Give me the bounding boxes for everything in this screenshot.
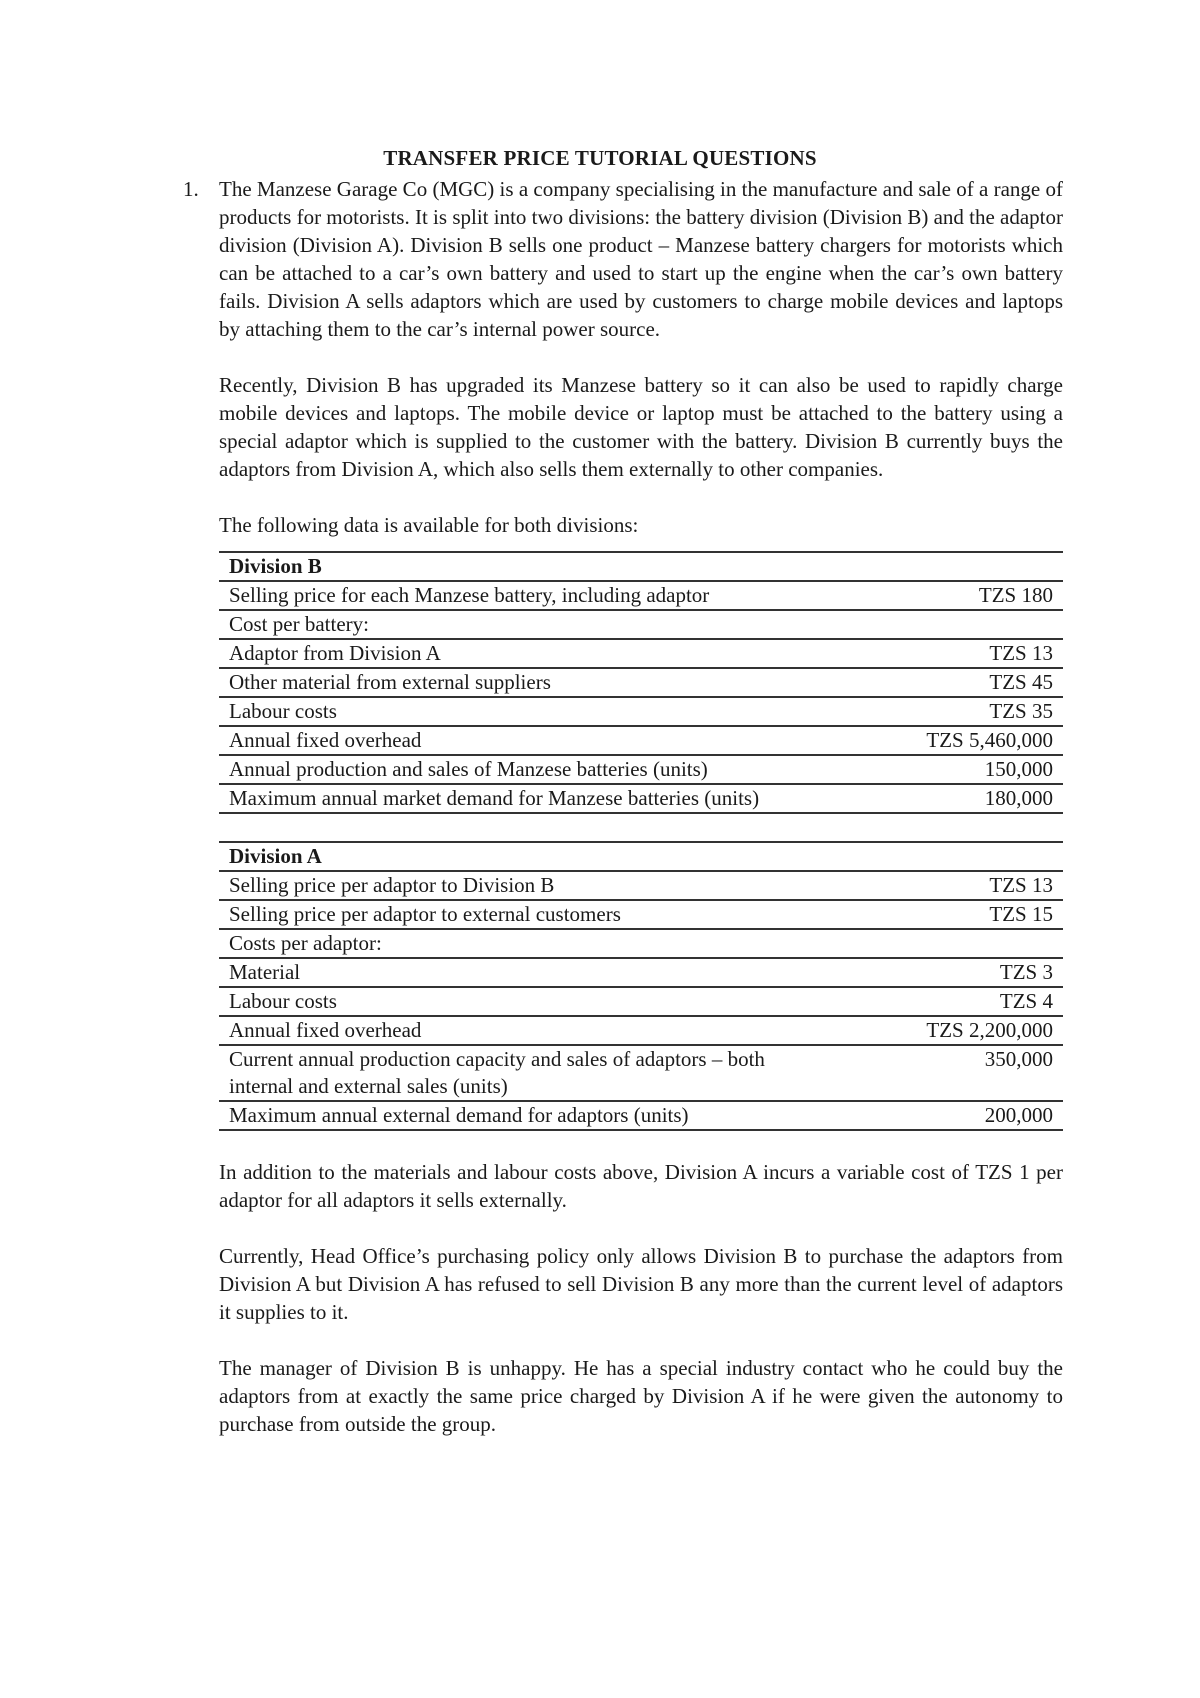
table-heading: Division B xyxy=(219,552,1063,581)
table-row xyxy=(219,581,1063,610)
closing-paragraph: The manager of Division B is unhappy. He has a special industry contact who he could buy the adaptors from at exactly the same price charged by Division A if he were given the autonomy to purchase from outside the group. xyxy=(219,1356,1063,1436)
table-row xyxy=(219,726,1063,755)
table-header-row xyxy=(219,842,1063,871)
table-row xyxy=(219,987,1063,1016)
row-value: TZS 180 xyxy=(843,581,1063,610)
row-value: TZS 4 xyxy=(843,987,1063,1016)
intro-paragraph: The Manzese Garage Co (MGC) is a company specialising in the manufacture and sale of a range of products for motorists. It is split into two divisions: the battery division (Division B) and the adaptor division (Division A). Division B sells one product – Manzese battery chargers for motorists which can be attached to a car’s own battery and used to start up the engine when the car’s own battery fails. Division A sells adaptors which are used by customers to charge mobile devices and laptops by attaching them to the car’s internal power source. xyxy=(219,177,1064,341)
division-b-table-wrap xyxy=(219,551,1063,814)
row-label: Annual production and sales of Manzese batteries (units) xyxy=(219,755,843,784)
row-label: Costs per adaptor: xyxy=(219,929,843,958)
row-label: Labour costs xyxy=(219,987,843,1016)
row-value: 150,000 xyxy=(843,755,1063,784)
table-row xyxy=(219,1045,1063,1101)
table-row xyxy=(219,639,1063,668)
table-header-row xyxy=(219,552,1063,581)
row-value xyxy=(843,929,1063,958)
row-label: Maximum annual external demand for adaptors (units) xyxy=(219,1101,843,1130)
division-a-table xyxy=(219,841,1063,1131)
row-value: 200,000 xyxy=(843,1101,1063,1130)
table-heading: Division A xyxy=(219,842,1063,871)
row-label: Maximum annual market demand for Manzese batteries (units) xyxy=(219,784,843,813)
row-label: Selling price for each Manzese battery, including adaptor xyxy=(219,581,843,610)
intro-paragraph: Recently, Division B has upgraded its Manzese battery so it can also be used to rapidly charge mobile devices and laptops. The mobile device or laptop must be attached to the battery using a special adaptor which is supplied to the customer with the battery. Division B currently buys the adaptors from Division A, which also sells them externally to other companies. xyxy=(219,373,1063,481)
table-row xyxy=(219,929,1063,958)
table-row xyxy=(219,755,1063,784)
table-row xyxy=(219,871,1063,900)
row-label: Current annual production capacity and sales of adaptors – both internal and external sales (units) xyxy=(219,1045,843,1101)
row-label: Annual fixed overhead xyxy=(219,726,843,755)
table-row xyxy=(219,610,1063,639)
row-value: TZS 13 xyxy=(843,639,1063,668)
table-row xyxy=(219,784,1063,813)
table-row xyxy=(219,668,1063,697)
row-label: Other material from external suppliers xyxy=(219,668,843,697)
row-value: TZS 45 xyxy=(843,668,1063,697)
table-row xyxy=(219,1016,1063,1045)
row-label: Selling price per adaptor to Division B xyxy=(219,871,843,900)
row-label: Adaptor from Division A xyxy=(219,639,843,668)
row-label: Selling price per adaptor to external customers xyxy=(219,900,843,929)
division-b-table xyxy=(219,551,1063,814)
row-label: Labour costs xyxy=(219,697,843,726)
table-row xyxy=(219,1101,1063,1130)
closing-paragraph: Currently, Head Office’s purchasing policy only allows Division B to purchase the adaptors from Division A but Division A has refused to sell Division B any more than the current level of adaptors it supplies to it. xyxy=(219,1244,1063,1324)
row-label: Annual fixed overhead xyxy=(219,1016,843,1045)
row-value: TZS 3 xyxy=(843,958,1063,987)
row-label: Cost per battery: xyxy=(219,610,843,639)
table-row xyxy=(219,900,1063,929)
table-row xyxy=(219,958,1063,987)
row-value: TZS 2,200,000 xyxy=(843,1016,1063,1045)
row-label: Material xyxy=(219,958,843,987)
row-value: TZS 35 xyxy=(843,697,1063,726)
row-value: TZS 15 xyxy=(843,900,1063,929)
page-title: TRANSFER PRICE TUTORIAL QUESTIONS xyxy=(383,146,817,170)
row-value: 180,000 xyxy=(843,784,1063,813)
row-value xyxy=(843,610,1063,639)
question-body xyxy=(219,175,1063,1466)
row-value: 350,000 xyxy=(843,1045,1063,1101)
table-row xyxy=(219,697,1063,726)
row-value: TZS 5,460,000 xyxy=(843,726,1063,755)
row-value: TZS 13 xyxy=(843,871,1063,900)
question-number: 1. xyxy=(183,177,199,201)
closing-paragraph: In addition to the materials and labour costs above, Division A incurs a variable cost of TZS 1 per adaptor for all adaptors it sells externally. xyxy=(219,1160,1063,1212)
division-a-table-wrap xyxy=(219,841,1063,1131)
intro-paragraph: The following data is available for both divisions: xyxy=(219,513,639,537)
